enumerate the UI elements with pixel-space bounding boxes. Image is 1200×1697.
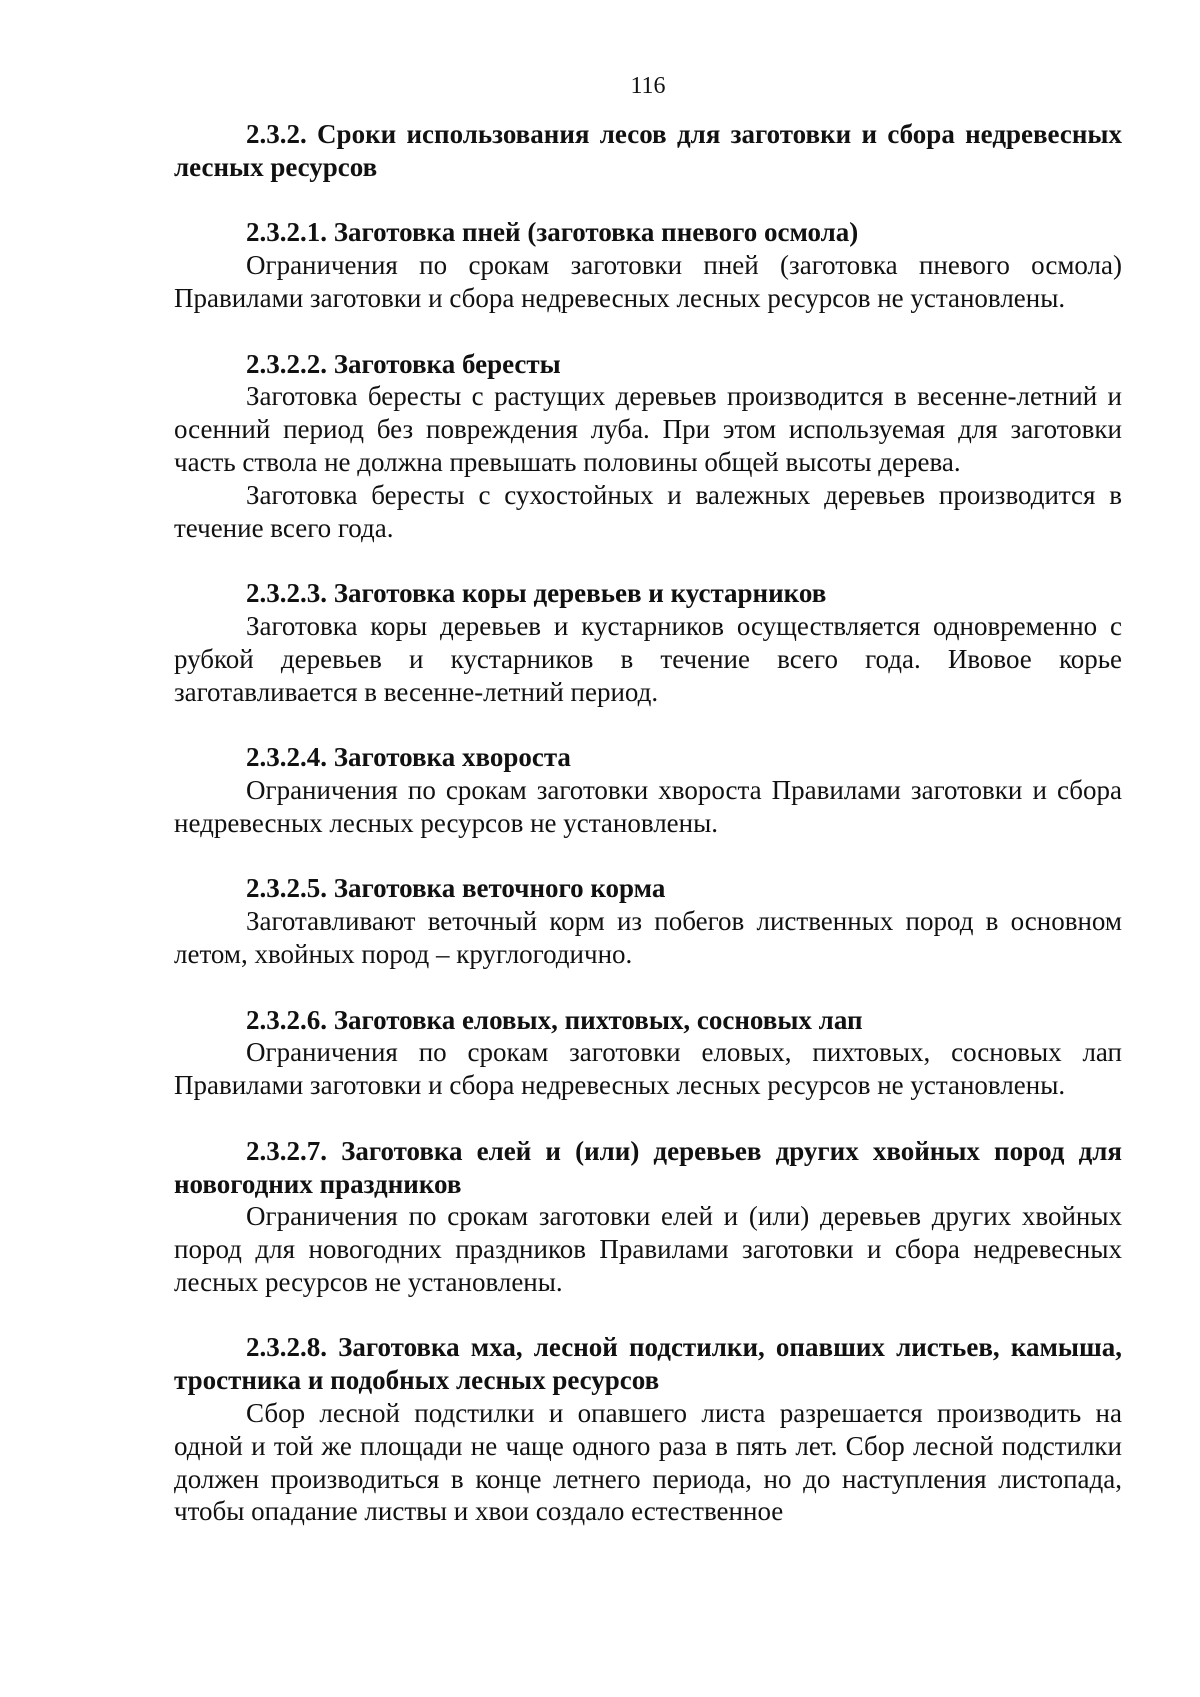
page-number: 116	[630, 73, 666, 99]
paragraph: Сбор лесной подстилки и опавшего листа разрешается производить на одной и той же площади не чаще одного раза в пять лет. Сбор лесной подстилки должен производиться в конце летнего периода, но до наступления листопада, чтобы опадание листвы и хвои создало естественное	[174, 1398, 1122, 1527]
subsection-title: 2.3.2.6. Заготовка еловых, пихтовых, сосновых лап	[246, 1004, 863, 1035]
subsection-title: 2.3.2.7. Заготовка елей и (или) деревьев других хвойных пород для новогодних праздников	[174, 1135, 1122, 1199]
subsection-title: 2.3.2.2. Заготовка бересты	[246, 348, 561, 379]
subsection-title: 2.3.2.3. Заготовка коры деревьев и кустарников	[246, 578, 827, 609]
document-body	[174, 118, 1122, 1528]
subsection-title: 2.3.2.8. Заготовка мха, лесной подстилки, опавших листьев, камыша, тростника и подобных лесных ресурсов	[174, 1332, 1122, 1396]
paragraph: Ограничения по срокам заготовки еловых, пихтовых, сосновых лап Правилами заготовки и сбора недревесных лесных ресурсов не установлены.	[174, 1037, 1122, 1101]
subsection-title: 2.3.2.1. Заготовка пней (заготовка пневого осмола)	[246, 217, 859, 248]
paragraph: Заготовка бересты с сухостойных и валежных деревьев производится в течение всего года.	[174, 479, 1122, 543]
paragraph: Ограничения по срокам заготовки пней (заготовка пневого осмола) Правилами заготовки и сбора недревесных лесных ресурсов не установлены.	[174, 250, 1122, 313]
paragraph: Заготовка коры деревьев и кустарников осуществляется одновременно с рубкой деревьев и кустарников в течение всего года. Ивовое корье заготавливается в весенне-летний период.	[174, 610, 1122, 707]
paragraph: Заготовка бересты с растущих деревьев производится в весенне-летний и осенний период без повреждения луба. При этом используемая для заготовки часть ствола не должна превышать половины общей высоты дерева.	[174, 381, 1122, 477]
subsection-title: 2.3.2.4. Заготовка хвороста	[246, 742, 571, 773]
paragraph: Ограничения по срокам заготовки елей и (или) деревьев других хвойных пород для новогодних праздников Правилами заготовки и сбора недревесных лесных ресурсов не установлены.	[174, 1201, 1122, 1297]
section-title: 2.3.2. Сроки использования лесов для заготовки и сбора недревесных лесных ресурсов	[174, 119, 1122, 182]
subsection-title: 2.3.2.5. Заготовка веточного корма	[246, 873, 666, 904]
paragraph: Заготавливают веточный корм из побегов лиственных пород в основном летом, хвойных пород – круглогодично.	[174, 906, 1122, 969]
paragraph: Ограничения по срокам заготовки хвороста Правилами заготовки и сбора недревесных лесных ресурсов не установлены.	[174, 774, 1122, 838]
